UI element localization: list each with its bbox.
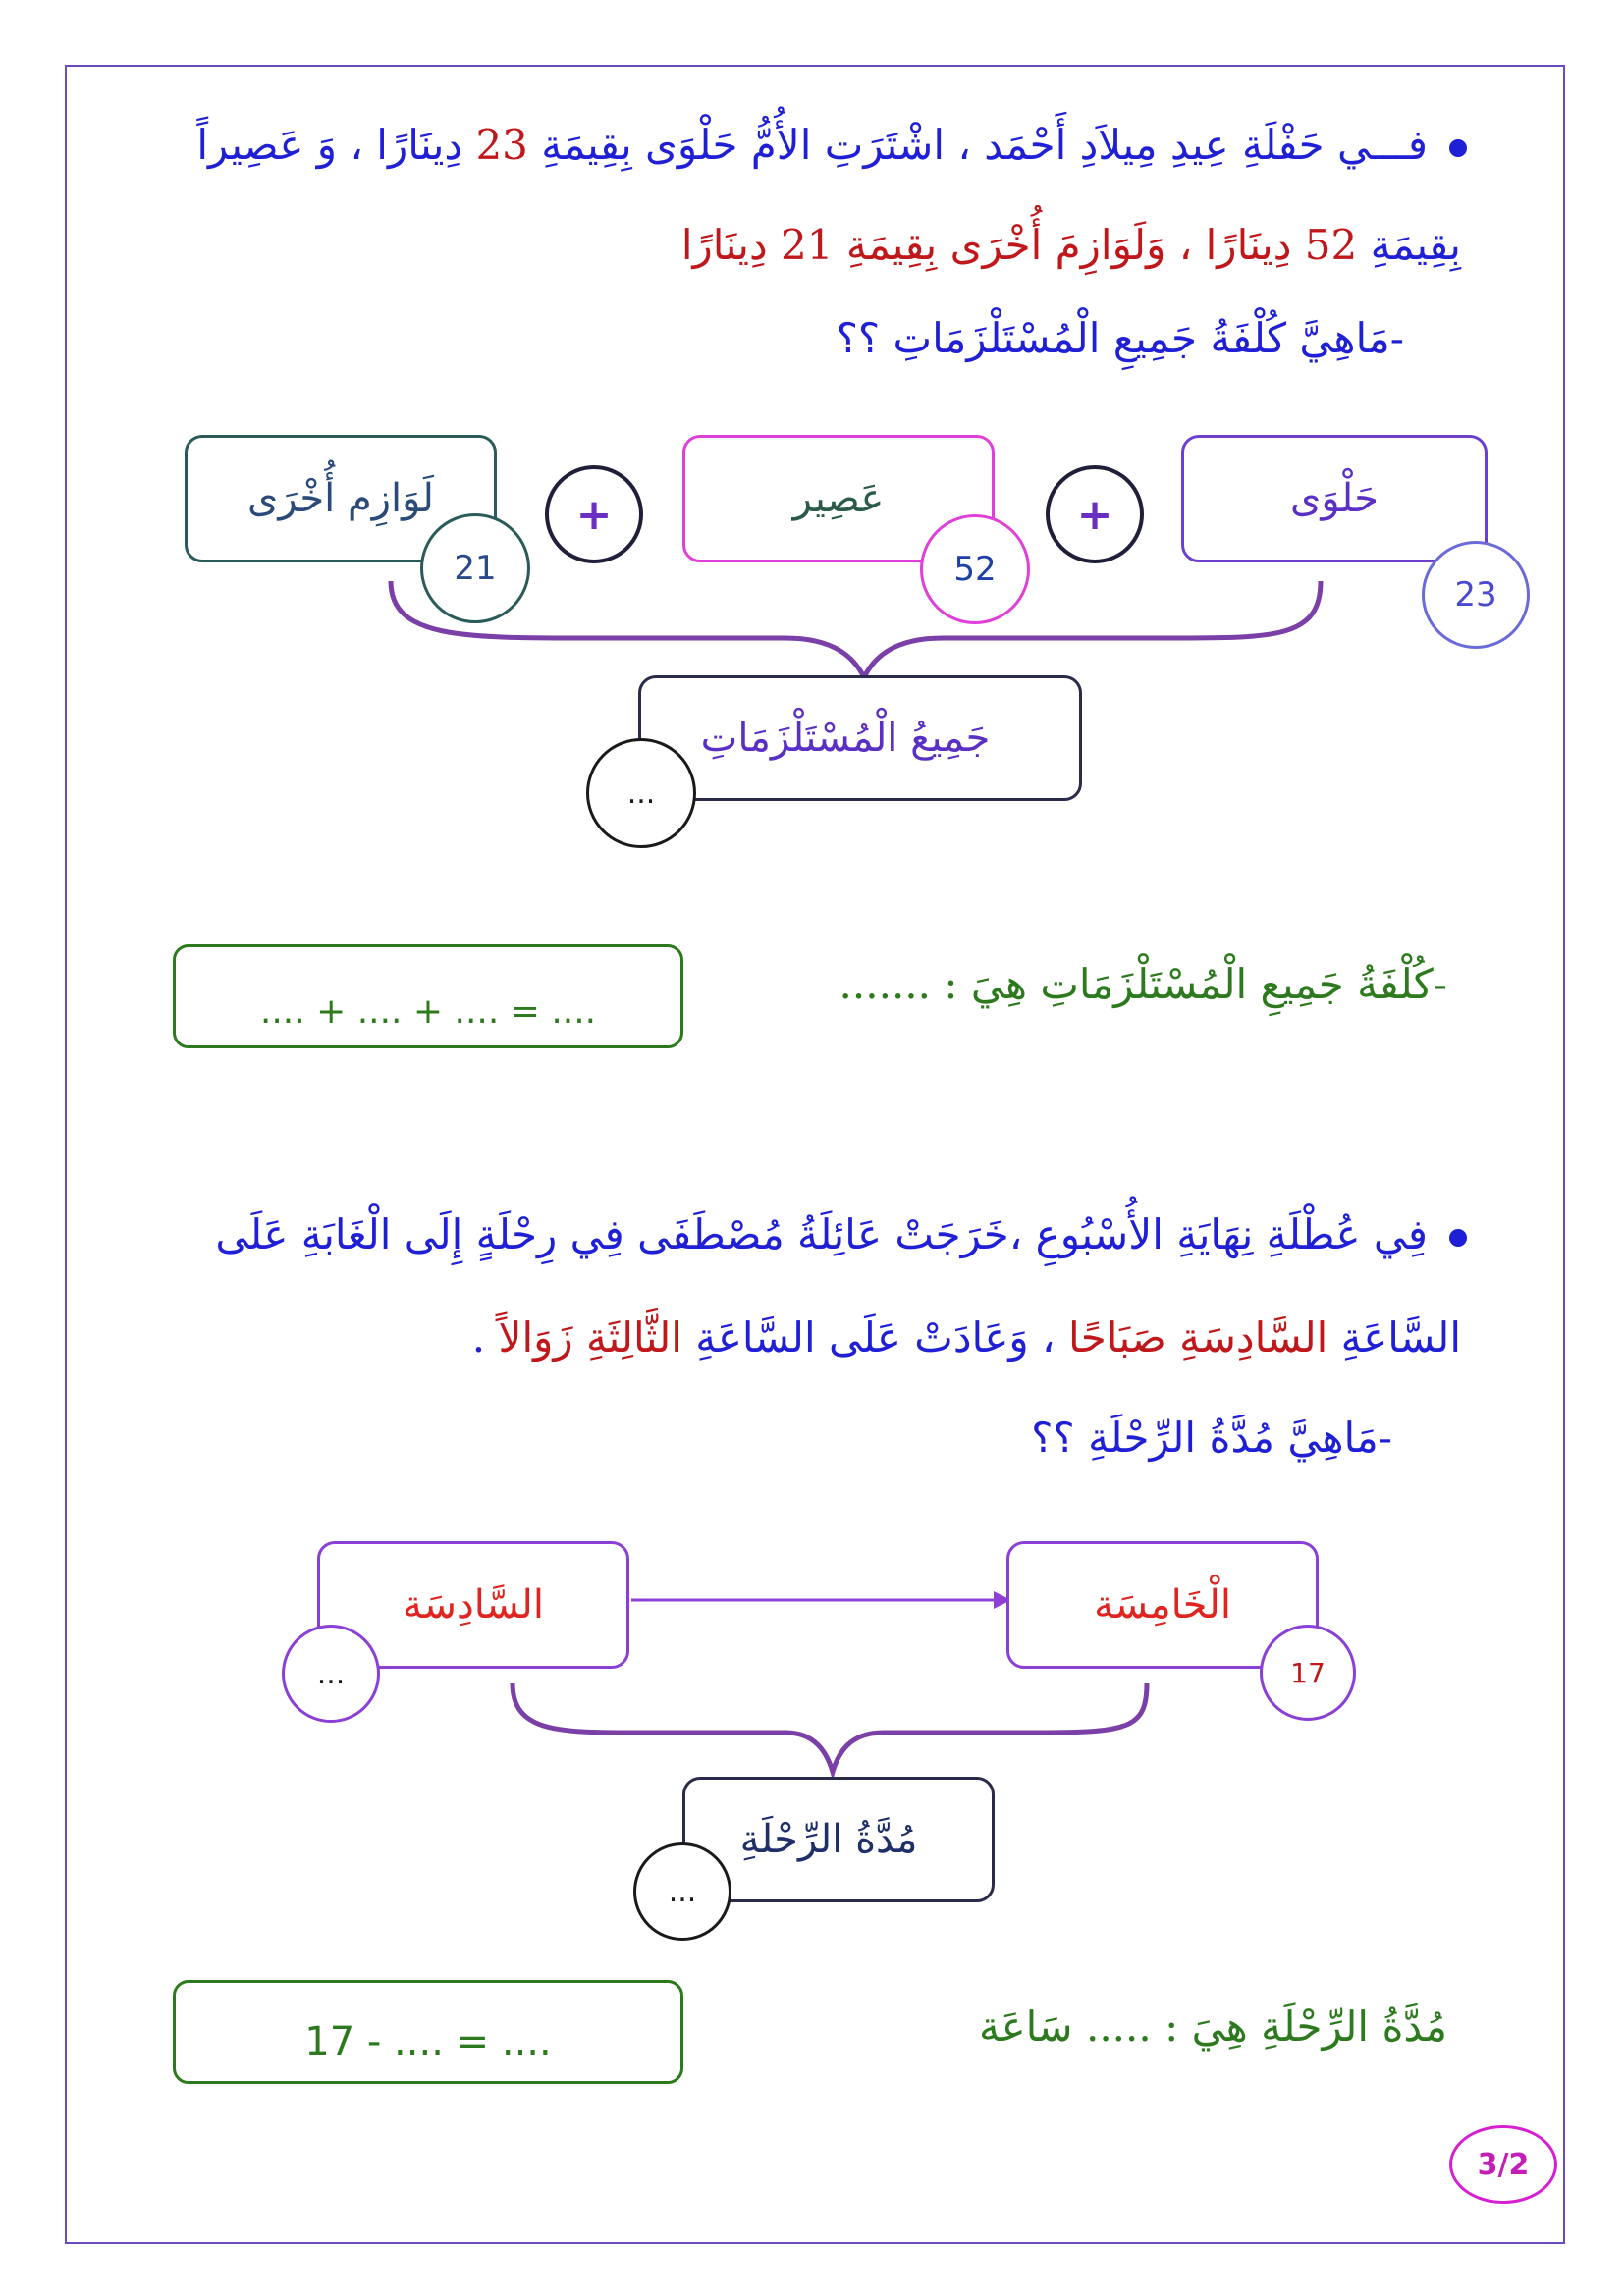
brace-problem1 [391,581,1321,677]
problem1-question: -مَاهِيَّ كُلْفَةُ جَمِيعِ الْمُسْتَلْزَمَاتِ ؟؟ [836,314,1404,362]
problem2-answer-text: مُدَّةُ الرِّحْلَةِ هِيَ : ..... سَاعَة [979,2002,1447,2051]
box-start-hour: السَّادِسَة [317,1541,629,1669]
bullet-icon [1449,1229,1467,1247]
box-juice: عَصِير [682,435,995,562]
circle-juice-value: 52 [920,514,1030,624]
circle-start-hour-value: ... [282,1625,380,1723]
problem2-line2: السَّاعَةِ السَّادِسَةِ صَبَاحًا ، وَعَادَتْ عَلَى السَّاعَةِ الثَّالِثَةِ زَوَالاً . [471,1313,1461,1362]
box-trip-duration: مُدَّةُ الرِّحْلَةِ [682,1777,995,1902]
box-end-hour: الْخَامِسَة [1006,1541,1319,1669]
page-number: 3/2 [1449,2125,1557,2204]
box-halwa: حَلْوَى [1181,435,1488,562]
circle-supplies-value: 21 [420,513,530,623]
brace-problem2 [513,1683,1147,1772]
box-supplies: لَوَازِم أُخْرَى [185,435,497,562]
plus-sign-2: + [545,465,643,563]
problem1-answer-text: -كُلْفَةُ جَمِيعِ الْمُسْتَلْزَمَاتِ هِيَ : ....... [839,960,1447,1008]
plus-sign-1: + [1046,465,1144,563]
problem2-answer-box[interactable]: 17 - .... = .... [173,1980,683,2084]
bullet-icon [1449,139,1467,157]
problem1-answer-box[interactable]: .... + .... + .... = .... [173,944,683,1048]
problem2-line1: فِي عُطْلَةِ نِهَايَةِ الأُسْبُوعِ ،خَرَجَتْ عَائِلَةُ مُصْطَفَى فِي رِحْلَةٍ إِلَى الْغَابَةِ عَلَى [215,1210,1467,1258]
box-total-supplies: جَمِيعُ الْمُسْتَلْزَمَاتِ [638,675,1082,801]
problem1-line1: فـــي حَفْلَةِ عِيدِ مِيلاَدِ أَحْمَد ، اشْتَرَتِ الأُمُّ حَلْوَى بِقِيمَةِ 23 دِينَارًا ، وَ عَصِيراً [196,121,1467,169]
problem1-line2: بِقِيمَةِ 52 دِينَارًا ، وَلَوَازِمَ أُخْرَى بِقِيمَةِ 21 دِينَارًا [680,221,1461,269]
circle-halwa-value: 23 [1422,541,1530,649]
circle-total-value: ... [586,738,696,848]
problem2-question: -مَاهِيَّ مُدَّةُ الرِّحْلَةِ ؟؟ [1031,1414,1392,1462]
circle-end-hour-value: 17 [1260,1625,1356,1721]
circle-duration-value: ... [633,1842,731,1941]
